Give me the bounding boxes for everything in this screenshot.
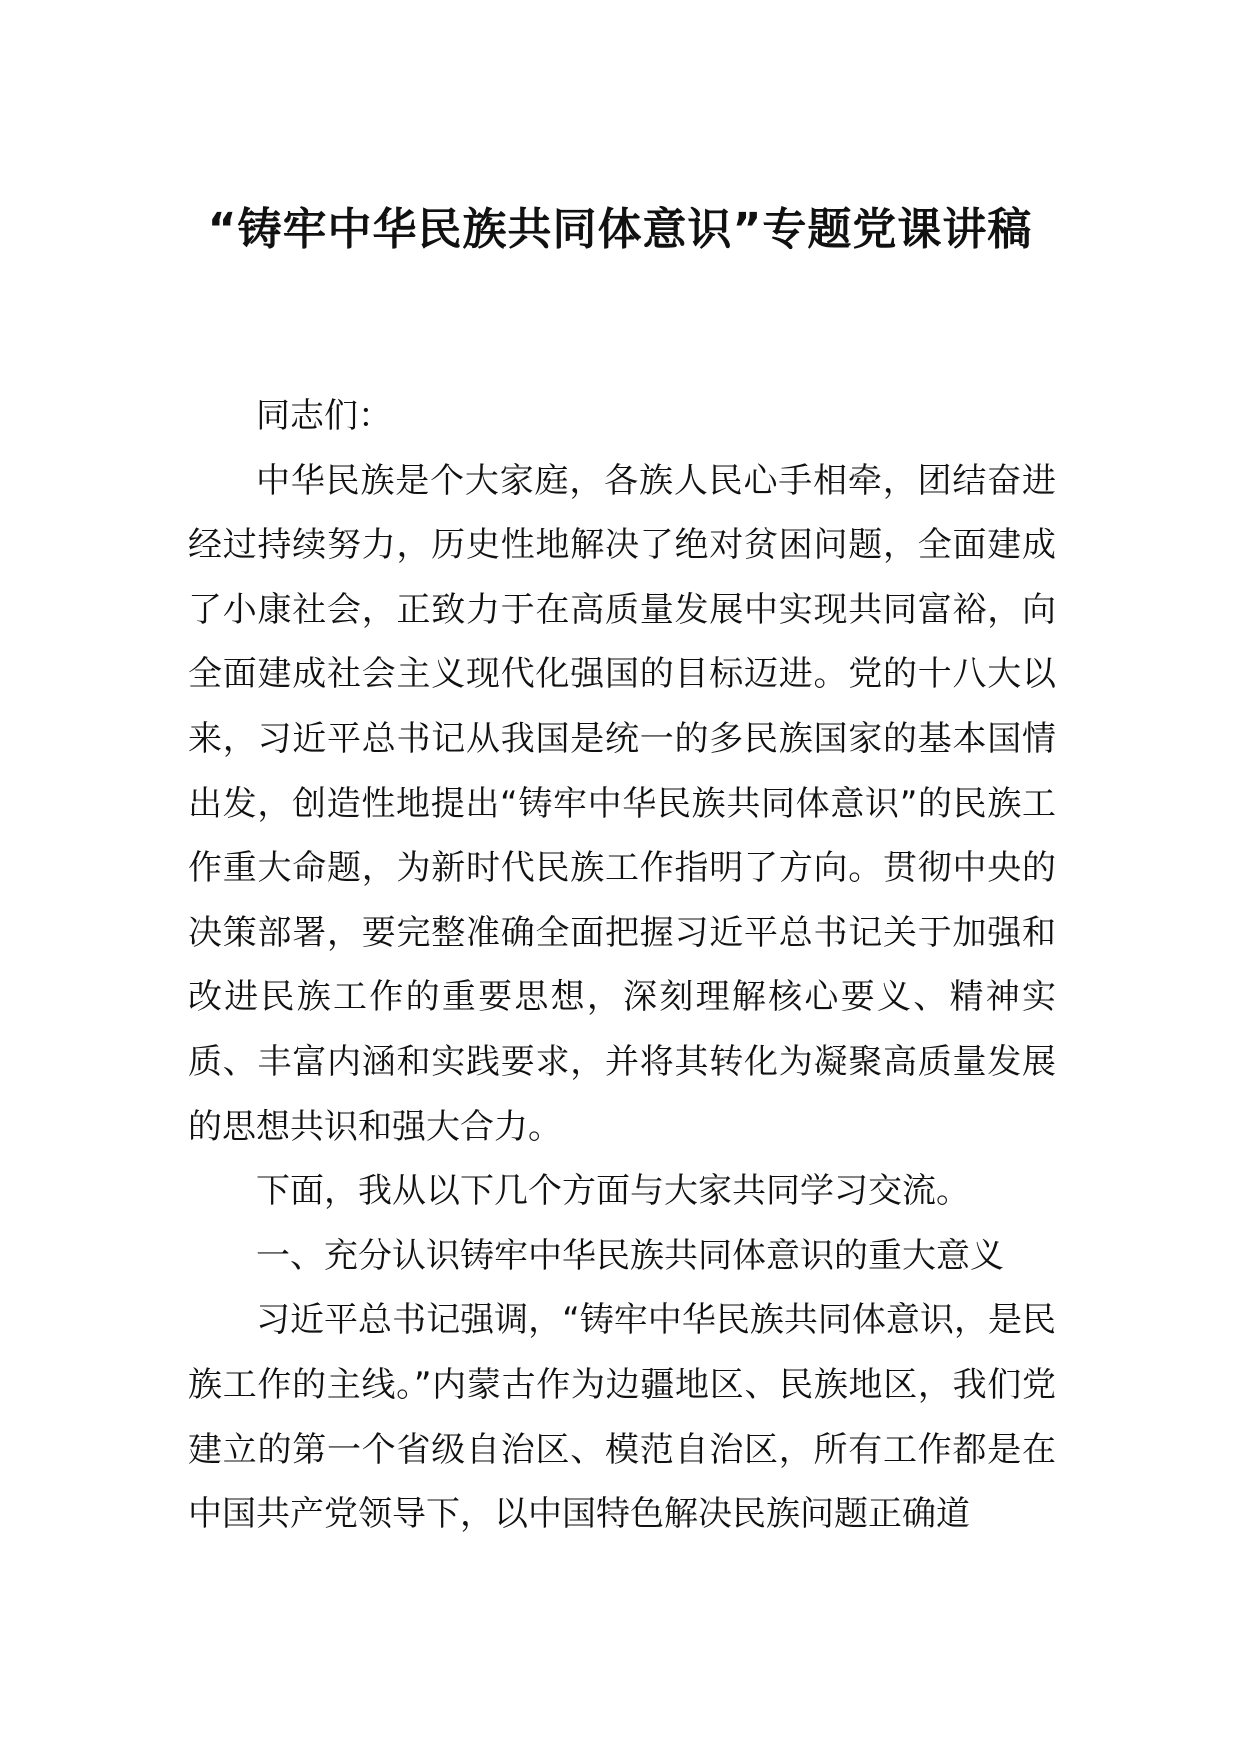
section-heading-1: 一、充分认识铸牢中华民族共同体意识的重大意义 xyxy=(256,1235,1004,1276)
transition-paragraph: 下面，我从以下几个方面与大家共同学习交流。 xyxy=(256,1171,970,1212)
intro-paragraph: 中华民族是个大家庭，各族人民心手相牵，团结奋进经过持续努力，历史性地解决了绝对贫困问题，全面建成了小康社会，正致力于在高质量发展中实现共同富裕，向全面建成社会主义现代化强国的目标迈进。党的十八大以来，习近平总书记从我国是统一的多民族国家的基本国情出发，创造性地提出“铸牢中华民族共同体意识”的民族工作重大命题，为新时代民族工作指明了方向。贯彻中央的决策部署，要完整准确全面把握习近平总书记关于加强和改进民族工作的重要思想，深刻理解核心要义、精神实质、丰富内涵和实践要求，并将其转化为凝聚高质量发展的思想共识和强大合力。 xyxy=(188,460,1056,1147)
section-1-paragraph: 习近平总书记强调，“铸牢中华民族共同体意识，是民族工作的主线。”内蒙古作为边疆地区、民族地区，我们党建立的第一个省级自治区、模范自治区，所有工作都是在中国共产党领导下，以中国特色解决民族问题正确道 xyxy=(188,1300,1056,1535)
document-title: “铸牢中华民族共同体意识”专题党课讲稿 xyxy=(207,204,1033,255)
document-body xyxy=(188,384,1056,1547)
salutation-paragraph: 同志们： xyxy=(256,396,392,436)
